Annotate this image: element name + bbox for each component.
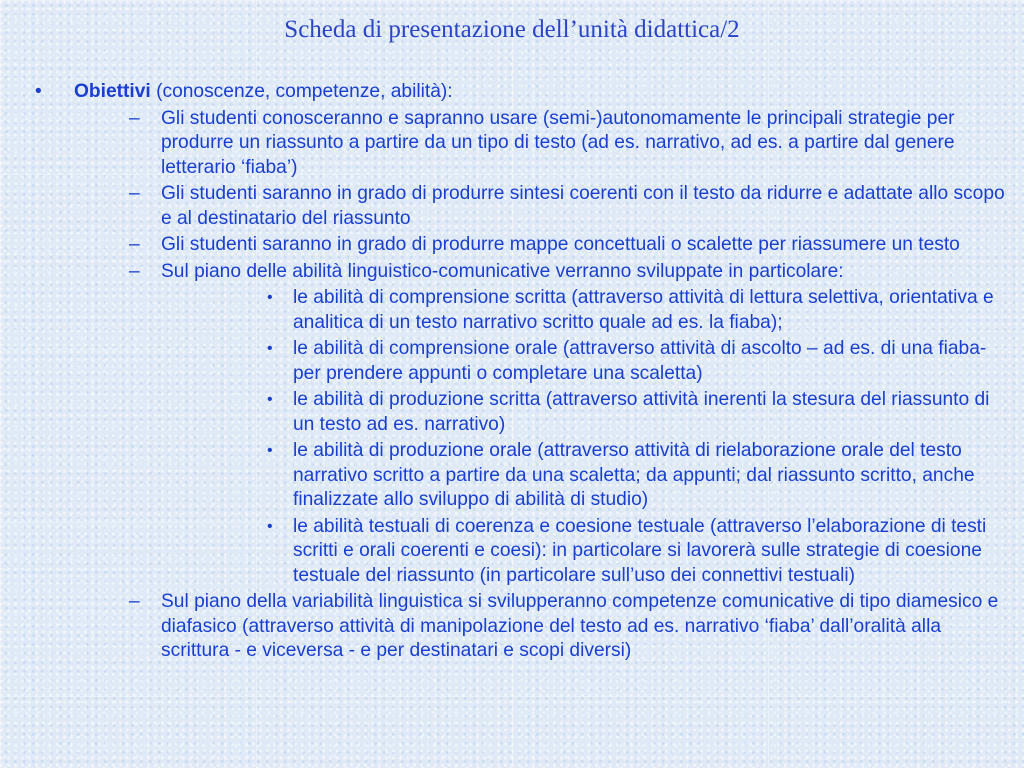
sub-bullet-marker: • — [267, 391, 273, 408]
objective-item — [74, 233, 1014, 258]
dash-marker: – — [129, 107, 140, 129]
skill-item — [161, 337, 1014, 386]
section-heading: Obiettivi — [74, 81, 151, 102]
skill-text: le abilità di produzione scritta (attraverso attività inerenti la stesura del riassunto di un testo ad es. narrativo) — [293, 389, 990, 435]
skill-text: le abilità testuali di coerenza e coesione testuale (attraverso l’elaborazione di testi scritti e orali coerenti e coesi): in particolare si lavorerà sulle strategie di coesione testuale del riassunto (in particolare sull’uso dei connettivi testuali) — [293, 515, 987, 586]
objective-item — [74, 182, 1014, 231]
sub-bullet-marker: • — [267, 517, 273, 535]
objectives-section — [32, 80, 1014, 664]
skill-text: le abilità di produzione orale (attraverso attività di rielaborazione orale del testo narrativo scritto a partire da una scaletta; da appunti; dal riassunto scritto, anche finalizzate allo sviluppo di abilità di studio) — [293, 440, 975, 510]
objective-text: Gli studenti conosceranno e sapranno usare (semi-)autonomamente le principali strategie per produrre un riassunto a partire da un tipo di testo (ad es. narrativo, ad es. a partire dal genere letterario ‘fiaba’) — [161, 107, 955, 178]
dash-marker: – — [129, 183, 140, 204]
dash-marker: – — [129, 260, 140, 282]
sub-bullet-marker: • — [267, 442, 273, 459]
skill-item — [161, 439, 1014, 513]
objective-text: Gli studenti saranno in grado di produrre sintesi coerenti con il testo da ridurre e adattate allo scopo e al destinatario del riassunto — [161, 183, 1005, 229]
section-heading-suffix: (conoscenze, competenze, abilità): — [150, 81, 453, 102]
slide-title: Scheda di presentazione dell’unità didattica/2 — [284, 16, 740, 43]
skill-text: le abilità di comprensione orale (attraverso attività di ascolto – ad es. di una fiaba- per prendere appunti o completare una scaletta) — [293, 338, 987, 384]
bullet-marker: • — [35, 81, 42, 102]
objective-text: Sul piano delle abilità linguistico-comunicative verranno sviluppate in particolare: — [161, 260, 844, 282]
objective-text: Gli studenti saranno in grado di produrre mappe concettuali o scalette per riassumere un testo — [161, 234, 960, 255]
slide-content — [32, 80, 1014, 664]
objective-item — [74, 260, 1014, 589]
skills-list — [161, 286, 1014, 588]
sub-bullet-marker: • — [267, 340, 273, 357]
dash-marker: – — [129, 234, 140, 255]
objectives-list — [74, 107, 1014, 664]
objective-text: Sul piano della variabilità linguistica si svilupperanno competenze comunicative di tipo diamesico e diafasico (attraverso attività di manipolazione del testo ad es. narrativo ‘fiaba’ dall’oralità alla scrittura - e viceversa - e per destinatari e scopi diversi) — [161, 591, 999, 661]
objective-item — [74, 590, 1014, 664]
skill-item — [161, 515, 1014, 589]
skill-text: le abilità di comprensione scritta (attraverso attività di lettura selettiva, orientativa e analitica di un testo narrativo scritto quale ad es. la fiaba); — [293, 287, 994, 333]
skill-item — [161, 286, 1014, 335]
dash-marker: – — [129, 591, 140, 612]
sub-bullet-marker: • — [267, 289, 273, 306]
skill-item — [161, 388, 1014, 437]
objective-item — [74, 107, 1014, 181]
